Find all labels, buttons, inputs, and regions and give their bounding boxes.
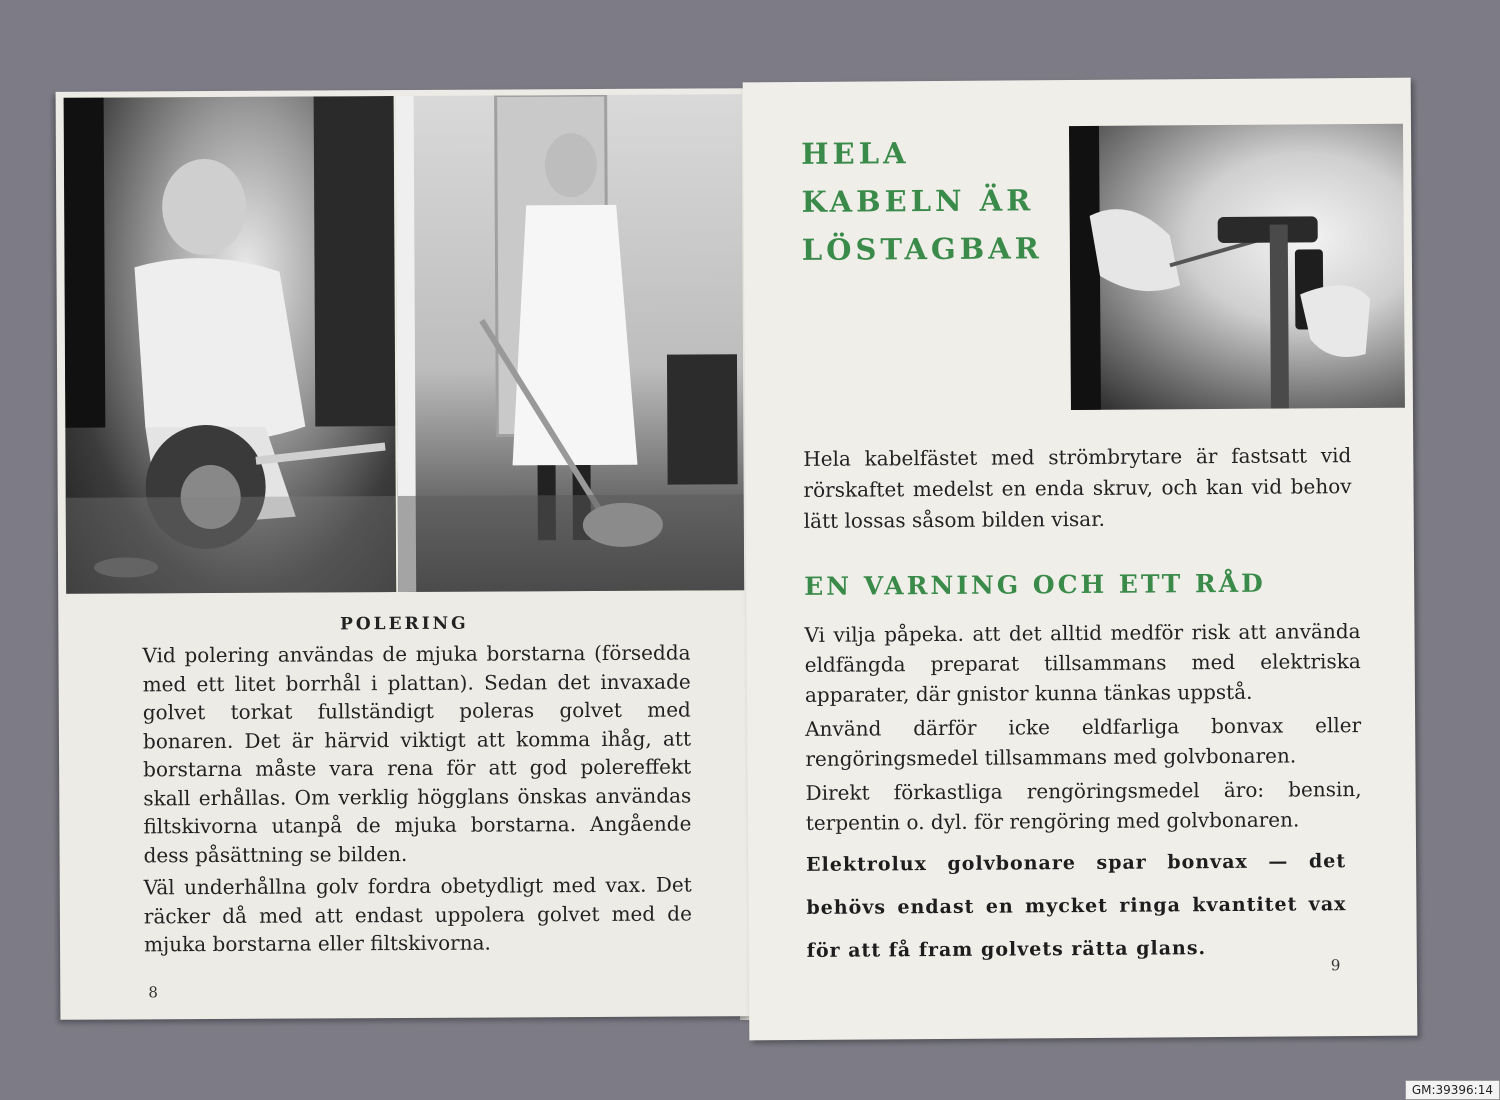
photo-woman-changing-brush: [64, 96, 397, 594]
warning-heading: EN VARNING OCH ETT RÅD: [804, 568, 1266, 601]
cable-title-line-2: KABELN ÄR: [801, 183, 1035, 219]
woman-standing-illustration: [396, 94, 745, 592]
warning-paragraph-1: Vi vilja påpeka. att det alltid medför risk att använda eldfängda preparat tillsammans med elektriska apparater, där gnistor kunna tänkas uppstå.: [804, 619, 1361, 707]
polering-body: [142, 639, 692, 963]
cable-paragraph: Hela kabelfästet med strömbrytare är fastsatt vid rörskaftet medelst en enda skruv, och kan vid behov lätt lossas såsom bilden visar.: [803, 443, 1352, 533]
photo-woman-polishing-floor: [396, 94, 745, 592]
page-number-right: 9: [1330, 956, 1341, 975]
cable-title-line-1: HELA: [801, 136, 910, 171]
warning-body: [804, 616, 1362, 842]
photo-cable-detachment: [1069, 124, 1405, 410]
polering-paragraph-2: Väl underhållna golv fordra obetydligt med vax. Det räcker då med att endast uppolera golvet med de mjuka borstarna eller filtskivorna.: [143, 872, 692, 957]
warning-paragraph-2: Använd därför icke eldfarliga bonvax eller rengöringsmedel tillsammans med golvbonaren.: [805, 713, 1362, 771]
cable-title-line-3: LÖSTAGBAR: [801, 231, 1043, 267]
reference-label: GM:39396:14: [1405, 1080, 1500, 1100]
polering-paragraph-1: Vid polering användas de mjuka borstarna (försedda med ett litet borrhål i plattan). Sedan det invaxade golvet torkat fullständigt poleras golvet med bonaren. Det är härvid viktigt att komma ihåg, att borstarna måste vara rena för att god polereffekt skall erhållas. Om verklig högglans önskas användas filtskivorna utanpå de mjuka borstarna. Angående dess påsättning se bilden.: [142, 640, 692, 867]
page-number-left: 8: [148, 983, 158, 1002]
hands-screwdriver-illustration: [1069, 124, 1405, 410]
bonvax-statement: Elektrolux golvbonare spar bonvax — det behövs endast en mycket ringa kvantitet vax för att få fram golvets rätta glans.: [806, 850, 1347, 962]
cable-title: [801, 128, 1043, 274]
polering-heading: POLERING: [339, 613, 469, 635]
woman-kneeling-illustration: [64, 96, 397, 594]
left-page: [56, 88, 753, 1020]
right-page: [743, 78, 1418, 1041]
warning-paragraph-3: Direkt förkastliga rengöringsmedel äro: bensin, terpentin o. dyl. för rengöring med golvbonaren.: [805, 777, 1362, 835]
